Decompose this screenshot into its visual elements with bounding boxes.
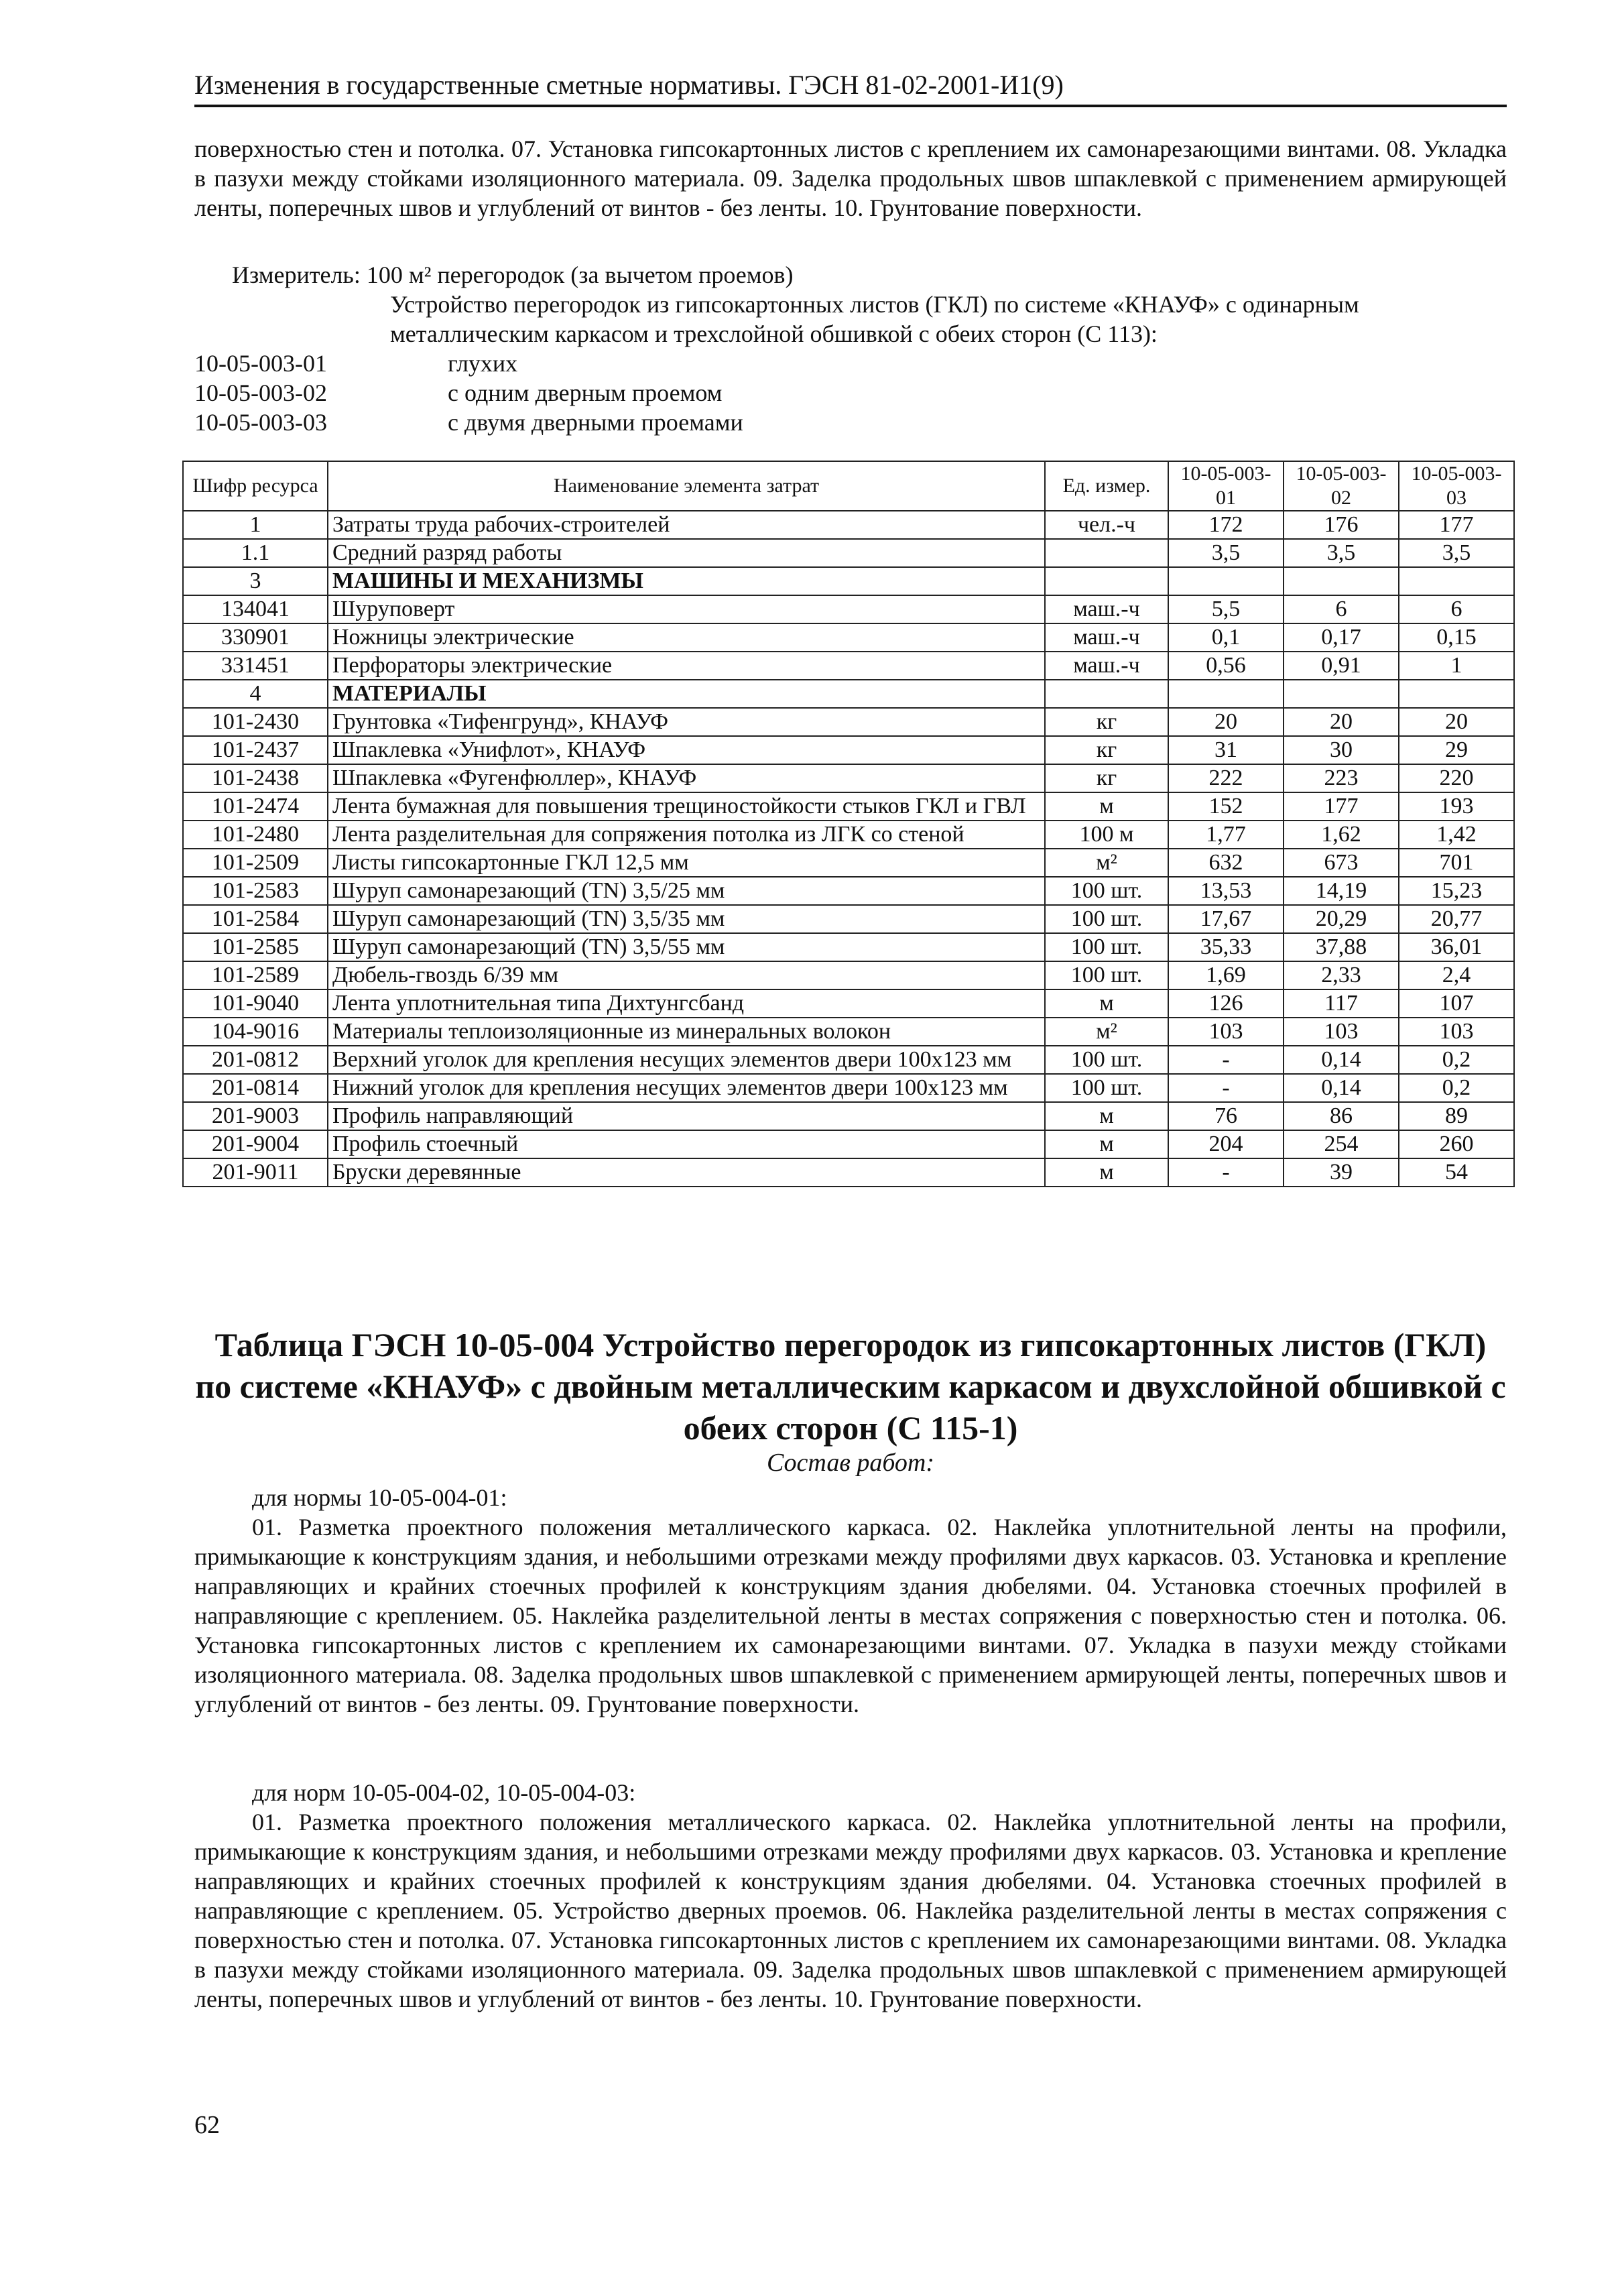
cell-value-3: 260 <box>1399 1130 1514 1158</box>
cell-name: Дюбель-гвоздь 6/39 мм <box>328 961 1045 989</box>
cell-value-2: 0,14 <box>1284 1074 1399 1102</box>
cell-value-1: - <box>1168 1046 1284 1074</box>
cell-value-2: 0,91 <box>1284 652 1399 680</box>
norm-text: 01. Разметка проектного положения металлического каркаса. 02. Наклейка уплотнительной ленты на профили, примыкающие к конструкциям здания, и небольшими отрезками между профилями двух каркасов. 03. Установка и крепление направляющих и крайних стоечных профилей к конструкциям здания дюбелями. 04. Установка стоечных профилей в направляющие с креплением. 05. Устройство дверных проемов. 06. Наклейка разделительной ленты в местах сопряжения с поверхностью стен и потолка. 07. Установка гипсокартонных листов с креплением их самонарезающими винтами. 08. Укладка в пазухи между стойками изоляционного материала. 09. Заделка продольных швов шпаклевкой с применением армирующей ленты, поперечных швов и углублений от винтов - без ленты. 10. Грунтование поверхности. <box>194 1809 1507 2012</box>
cell-value-2: 30 <box>1284 736 1399 764</box>
group-description: Устройство перегородок из гипсокартонных листов (ГКЛ) по системе «КНАУФ» с одинарным металлическим каркасом и трехслойной обшивкой с обеих сторон (С 113): <box>390 291 1359 347</box>
cell-unit: м <box>1045 989 1168 1018</box>
cell-value-2: 20,29 <box>1284 905 1399 933</box>
cell-name: Шуруповерт <box>328 595 1045 623</box>
variant-code: 10-05-003-01 <box>194 350 327 377</box>
cell-code: 4 <box>183 680 328 708</box>
cell-value-3: 177 <box>1399 511 1514 539</box>
cell-unit: 100 м <box>1045 821 1168 849</box>
cell-value-1: 20 <box>1168 708 1284 736</box>
cell-name: Профиль направляющий <box>328 1102 1045 1130</box>
header-code: Шифр ресурса <box>183 461 328 511</box>
cell-unit: 100 шт. <box>1045 1046 1168 1074</box>
header-unit: Ед. измер. <box>1045 461 1168 511</box>
cell-name: Ножницы электрические <box>328 623 1045 652</box>
page-number: 62 <box>194 2111 220 2139</box>
table-row <box>183 680 1514 708</box>
cell-value-3: 103 <box>1399 1018 1514 1046</box>
cell-value-1: 3,5 <box>1168 539 1284 567</box>
cell-value-1: - <box>1168 1158 1284 1187</box>
cell-unit <box>1045 680 1168 708</box>
intro-paragraph: поверхностью стен и потолка. 07. Установка гипсокартонных листов с креплением их самонарезающими винтами. 08. Укладка в пазухи между стойками изоляционного материала. 09. Заделка продольных швов шпаклевкой с применением армирующей ленты, поперечных швов и углублений от винтов - без ленты. 10. Грунтование поверхности. <box>194 135 1507 221</box>
cell-unit: м <box>1045 1158 1168 1187</box>
cell-value-2: 2,33 <box>1284 961 1399 989</box>
cell-value-2: 223 <box>1284 764 1399 792</box>
cell-name: МАТЕРИАЛЫ <box>328 680 1045 708</box>
cell-value-1: - <box>1168 1074 1284 1102</box>
cell-value-3: 6 <box>1399 595 1514 623</box>
cell-name: Шуруп самонарезающий (TN) 3,5/25 мм <box>328 877 1045 905</box>
cell-code: 201-9003 <box>183 1102 328 1130</box>
cell-value-2: 6 <box>1284 595 1399 623</box>
cell-value-1: 126 <box>1168 989 1284 1018</box>
table-row <box>183 933 1514 961</box>
norm-label: для нормы 10-05-004-01: <box>252 1484 507 1511</box>
cell-value-3: 220 <box>1399 764 1514 792</box>
cell-code: 1 <box>183 511 328 539</box>
norm-text: 01. Разметка проектного положения металлического каркаса. 02. Наклейка уплотнительной ленты на профили, примыкающие к конструкциям здания, и небольшими отрезками между профилями двух каркасов. 03. Установка и крепление направляющих и крайних стоечных профилей к конструкциям здания дюбелями. 04. Установка стоечных профилей в направляющие с креплением. 05. Наклейка разделительной ленты в местах сопряжения с поверхностью стен и потолка. 06. Установка гипсокартонных листов с креплением их самонарезающими винтами. 07. Укладка в пазухи между стойками изоляционного материала. 08. Заделка продольных швов шпаклевкой с применением армирующей ленты, поперечных швов и углублений от винтов - без ленты. 09. Грунтование поверхности. <box>194 1514 1507 1717</box>
cell-name: Верхний уголок для крепления несущих элементов двери 100x123 мм <box>328 1046 1045 1074</box>
section-title: Таблица ГЭСН 10-05-004 Устройство перегородок из гипсокартонных листов (ГКЛ) по системе «КНАУФ» с двойным металлическим каркасом и двухслойной обшивкой с обеих сторон (С 115-1) <box>195 1326 1506 1447</box>
cell-code: 101-2438 <box>183 764 328 792</box>
cell-value-3: 15,23 <box>1399 877 1514 905</box>
cell-unit: кг <box>1045 708 1168 736</box>
variant-name: глухих <box>448 350 518 377</box>
cell-value-2: 39 <box>1284 1158 1399 1187</box>
table-row <box>183 1046 1514 1074</box>
table-row <box>183 792 1514 821</box>
cell-value-3: 29 <box>1399 736 1514 764</box>
cell-code: 101-9040 <box>183 989 328 1018</box>
cell-value-1: 13,53 <box>1168 877 1284 905</box>
table-body <box>183 511 1514 1187</box>
variant-code: 10-05-003-03 <box>194 409 327 436</box>
cell-value-3: 3,5 <box>1399 539 1514 567</box>
cell-unit: чел.-ч <box>1045 511 1168 539</box>
cell-value-3: 0,15 <box>1399 623 1514 652</box>
cell-value-3: 20 <box>1399 708 1514 736</box>
cell-name: Листы гипсокартонные ГКЛ 12,5 мм <box>328 849 1045 877</box>
cell-unit: 100 шт. <box>1045 961 1168 989</box>
cell-value-3: 107 <box>1399 989 1514 1018</box>
cell-value-1: 222 <box>1168 764 1284 792</box>
cell-value-2 <box>1284 567 1399 595</box>
table-row <box>183 736 1514 764</box>
variant-name: с двумя дверными проемами <box>448 409 743 436</box>
cell-value-3: 1,42 <box>1399 821 1514 849</box>
cell-code: 201-9004 <box>183 1130 328 1158</box>
cell-value-3: 701 <box>1399 849 1514 877</box>
cell-code: 101-2509 <box>183 849 328 877</box>
cell-value-1: 31 <box>1168 736 1284 764</box>
cell-value-3: 20,77 <box>1399 905 1514 933</box>
cell-value-2: 3,5 <box>1284 539 1399 567</box>
cell-unit: 100 шт. <box>1045 877 1168 905</box>
cell-value-1 <box>1168 680 1284 708</box>
cell-name: Грунтовка «Тифенгрунд», КНАУФ <box>328 708 1045 736</box>
cell-value-3: 36,01 <box>1399 933 1514 961</box>
table-header-row <box>183 461 1514 511</box>
cell-value-2: 0,17 <box>1284 623 1399 652</box>
cell-value-1: 5,5 <box>1168 595 1284 623</box>
cell-name: Бруски деревянные <box>328 1158 1045 1187</box>
cell-unit: маш.-ч <box>1045 652 1168 680</box>
table-row <box>183 1158 1514 1187</box>
cell-name: Лента бумажная для повышения трещиностойкости стыков ГКЛ и ГВЛ <box>328 792 1045 821</box>
cell-unit: кг <box>1045 736 1168 764</box>
header-name: Наименование элемента затрат <box>328 461 1045 511</box>
cell-code: 330901 <box>183 623 328 652</box>
table-row <box>183 821 1514 849</box>
cell-value-1: 1,69 <box>1168 961 1284 989</box>
cell-unit <box>1045 539 1168 567</box>
cell-value-3 <box>1399 567 1514 595</box>
cell-code: 331451 <box>183 652 328 680</box>
table-row <box>183 567 1514 595</box>
cell-unit: м² <box>1045 1018 1168 1046</box>
cell-code: 101-2589 <box>183 961 328 989</box>
cell-unit: 100 шт. <box>1045 1074 1168 1102</box>
cell-value-1: 632 <box>1168 849 1284 877</box>
composition-heading: Состав работ: <box>766 1449 935 1477</box>
cell-unit: маш.-ч <box>1045 623 1168 652</box>
cell-value-1 <box>1168 567 1284 595</box>
cell-value-3: 89 <box>1399 1102 1514 1130</box>
cell-value-2 <box>1284 680 1399 708</box>
cell-name: Нижний уголок для крепления несущих элементов двери 100x123 мм <box>328 1074 1045 1102</box>
cell-unit: м <box>1045 792 1168 821</box>
table-row <box>183 652 1514 680</box>
cell-code: 101-2430 <box>183 708 328 736</box>
cell-code: 101-2474 <box>183 792 328 821</box>
variant-name: с одним дверным проемом <box>448 379 723 406</box>
cell-value-2: 20 <box>1284 708 1399 736</box>
cell-value-3 <box>1399 680 1514 708</box>
cell-unit: м <box>1045 1130 1168 1158</box>
cell-unit <box>1045 567 1168 595</box>
cell-value-1: 76 <box>1168 1102 1284 1130</box>
table-row <box>183 708 1514 736</box>
table-row <box>183 989 1514 1018</box>
cell-value-2: 254 <box>1284 1130 1399 1158</box>
cell-value-3: 0,2 <box>1399 1046 1514 1074</box>
variant-code: 10-05-003-02 <box>194 379 327 406</box>
cell-value-2: 1,62 <box>1284 821 1399 849</box>
cell-value-3: 0,2 <box>1399 1074 1514 1102</box>
cell-value-2: 673 <box>1284 849 1399 877</box>
cell-unit: 100 шт. <box>1045 905 1168 933</box>
table-row <box>183 595 1514 623</box>
resource-table <box>182 461 1515 1187</box>
cell-code: 1.1 <box>183 539 328 567</box>
cell-name: Шпаклевка «Унифлот», КНАУФ <box>328 736 1045 764</box>
cell-unit: 100 шт. <box>1045 933 1168 961</box>
cell-value-2: 86 <box>1284 1102 1399 1130</box>
cell-code: 101-2583 <box>183 877 328 905</box>
cell-value-1: 103 <box>1168 1018 1284 1046</box>
table-row <box>183 623 1514 652</box>
header-col-1: 10-05-003-01 <box>1168 461 1284 511</box>
header-col-2: 10-05-003-02 <box>1284 461 1399 511</box>
cell-name: Лента разделительная для сопряжения потолка из ЛГК со стеной <box>328 821 1045 849</box>
cell-name: Перфораторы электрические <box>328 652 1045 680</box>
cell-value-1: 204 <box>1168 1130 1284 1158</box>
cell-value-1: 1,77 <box>1168 821 1284 849</box>
cell-name: Шуруп самонарезающий (TN) 3,5/55 мм <box>328 933 1045 961</box>
cell-name: МАШИНЫ И МЕХАНИЗМЫ <box>328 567 1045 595</box>
cell-name: Лента уплотнительная типа Дихтунгсбанд <box>328 989 1045 1018</box>
cell-code: 104-9016 <box>183 1018 328 1046</box>
table-row <box>183 877 1514 905</box>
cell-value-3: 54 <box>1399 1158 1514 1187</box>
table-row <box>183 1130 1514 1158</box>
cell-value-1: 152 <box>1168 792 1284 821</box>
table-row <box>183 1018 1514 1046</box>
table-row <box>183 1074 1514 1102</box>
cell-code: 3 <box>183 567 328 595</box>
table-row <box>183 1102 1514 1130</box>
cell-value-1: 35,33 <box>1168 933 1284 961</box>
table-row <box>183 539 1514 567</box>
cell-value-2: 37,88 <box>1284 933 1399 961</box>
cell-code: 101-2437 <box>183 736 328 764</box>
cell-unit: м² <box>1045 849 1168 877</box>
cell-code: 134041 <box>183 595 328 623</box>
cell-value-2: 176 <box>1284 511 1399 539</box>
cell-value-1: 0,1 <box>1168 623 1284 652</box>
header-col-3: 10-05-003-03 <box>1399 461 1514 511</box>
cell-unit: маш.-ч <box>1045 595 1168 623</box>
cell-value-1: 0,56 <box>1168 652 1284 680</box>
cell-value-1: 172 <box>1168 511 1284 539</box>
cell-code: 101-2584 <box>183 905 328 933</box>
cell-value-1: 17,67 <box>1168 905 1284 933</box>
cell-value-2: 0,14 <box>1284 1046 1399 1074</box>
page-header: Изменения в государственные сметные нормативы. ГЭСН 81-02-2001-И1(9) <box>194 67 1507 107</box>
cell-value-3: 193 <box>1399 792 1514 821</box>
cell-code: 201-0812 <box>183 1046 328 1074</box>
cell-name: Материалы теплоизоляционные из минеральных волокон <box>328 1018 1045 1046</box>
cell-value-2: 103 <box>1284 1018 1399 1046</box>
table-row <box>183 961 1514 989</box>
cell-value-2: 14,19 <box>1284 877 1399 905</box>
cell-code: 201-9011 <box>183 1158 328 1187</box>
cell-code: 101-2480 <box>183 821 328 849</box>
cell-name: Шуруп самонарезающий (TN) 3,5/35 мм <box>328 905 1045 933</box>
table-row <box>183 905 1514 933</box>
table-row <box>183 511 1514 539</box>
cell-code: 201-0814 <box>183 1074 328 1102</box>
cell-value-3: 2,4 <box>1399 961 1514 989</box>
cell-name: Профиль стоечный <box>328 1130 1045 1158</box>
cell-code: 101-2585 <box>183 933 328 961</box>
table-row <box>183 764 1514 792</box>
cell-unit: м <box>1045 1102 1168 1130</box>
cell-value-2: 117 <box>1284 989 1399 1018</box>
cell-value-2: 177 <box>1284 792 1399 821</box>
cell-value-3: 1 <box>1399 652 1514 680</box>
norm-label: для норм 10-05-004-02, 10-05-004-03: <box>252 1779 636 1806</box>
cell-name: Средний разряд работы <box>328 539 1045 567</box>
cell-unit: кг <box>1045 764 1168 792</box>
measure-unit: Измеритель: 100 м² перегородок (за вычетом проемов) <box>232 261 794 288</box>
table-row <box>183 849 1514 877</box>
cell-name: Шпаклевка «Фугенфюллер», КНАУФ <box>328 764 1045 792</box>
cell-name: Затраты труда рабочих-строителей <box>328 511 1045 539</box>
